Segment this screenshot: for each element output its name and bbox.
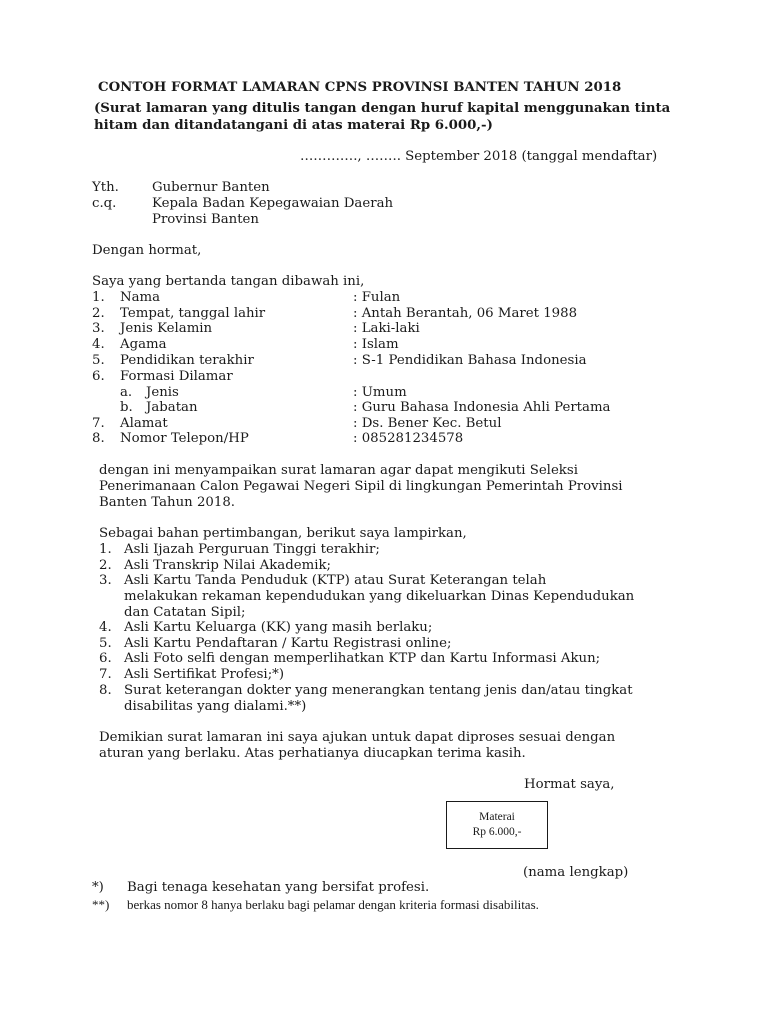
field-value: : Umum (353, 385, 407, 400)
page-title: CONTOH FORMAT LAMARAN CPNS PROVINSI BANTEN TAHUN 2018 (98, 80, 622, 95)
attachment-text: Asli Ijazah Perguruan Tinggi terakhir; (124, 542, 380, 557)
field-label: Pendidikan terakhir (120, 353, 254, 368)
field-number: 1. (92, 290, 105, 305)
field-value: : Fulan (353, 290, 401, 305)
field-number: 5. (92, 353, 105, 368)
subtitle-line-1: (Surat lamaran yang ditulis tangan dengan huruf kapital menggunakan tinta (94, 101, 671, 116)
field-label: Formasi Dilamar (120, 369, 233, 384)
attachment-number: 3. (99, 573, 112, 588)
footnote-mark: **) (92, 897, 110, 912)
field-number: 4. (92, 337, 105, 352)
materai-box (446, 801, 548, 849)
field-number: 2. (92, 306, 105, 321)
closing-line: Demikian surat lamaran ini saya ajukan untuk dapat diproses sesuai dengan (99, 730, 616, 745)
attachment-number: 5. (99, 636, 112, 651)
subtitle-line-2: hitam dan ditandatangani di atas materai Rp 6.000,-) (94, 118, 493, 133)
attachment-text: Asli Transkrip Nilai Akademik; (124, 558, 332, 573)
footnote-mark: *) (92, 880, 104, 895)
attachment-text: melakukan rekaman kependudukan yang dikeluarkan Dinas Kependudukan (124, 589, 635, 604)
attachment-number: 8. (99, 683, 112, 698)
field-value: : S-1 Pendidikan Bahasa Indonesia (353, 353, 587, 368)
field-label: Alamat (120, 416, 168, 431)
field-label: Agama (120, 337, 167, 352)
attachment-text: Asli Kartu Tanda Penduduk (KTP) atau Surat Keterangan telah (124, 573, 547, 588)
field-value: : 085281234578 (353, 431, 464, 446)
intro-line: Saya yang bertanda tangan dibawah ini, (92, 274, 365, 289)
field-value: : Laki-laki (353, 321, 420, 336)
body-line: Banten Tahun 2018. (99, 495, 236, 510)
field-number: 3. (92, 321, 105, 336)
attachment-text: Surat keterangan dokter yang menerangkan tentang jenis dan/atau tingkat (124, 683, 633, 698)
field-label: Jenis (146, 385, 179, 400)
field-number: 6. (92, 369, 105, 384)
attachments-intro: Sebagai bahan pertimbangan, berikut saya lampirkan, (99, 526, 467, 541)
field-number: a. (120, 385, 133, 400)
attachment-number: 6. (99, 651, 112, 666)
footnote-text: Bagi tenaga kesehatan yang bersifat profesi. (127, 880, 430, 895)
footnote-text: berkas nomor 8 hanya berlaku bagi pelamar dengan kriteria formasi disabilitas. (127, 897, 539, 912)
body-line: dengan ini menyampaikan surat lamaran agar dapat mengikuti Seleksi (99, 463, 578, 478)
cq-value-2: Provinsi Banten (152, 212, 259, 227)
attachment-text: Asli Foto selfi dengan memperlihatkan KTP dan Kartu Informasi Akun; (124, 651, 601, 666)
field-label: Jabatan (146, 400, 198, 415)
field-number: b. (120, 400, 133, 415)
field-label: Jenis Kelamin (120, 321, 213, 336)
field-value: : Antah Berantah, 06 Maret 1988 (353, 306, 578, 321)
attachment-number: 4. (99, 620, 112, 635)
attachment-number: 7. (99, 667, 112, 682)
attachment-text: Asli Kartu Keluarga (KK) yang masih berlaku; (124, 620, 433, 635)
yth-label: Yth. (92, 180, 119, 195)
field-number: 8. (92, 431, 105, 446)
date-line: …………., …….. September 2018 (tanggal mendaftar) (300, 149, 658, 164)
field-label: Nama (120, 290, 161, 305)
field-label: Tempat, tanggal lahir (120, 306, 266, 321)
attachment-text: Asli Sertifikat Profesi;*) (124, 667, 285, 682)
yth-value: Gubernur Banten (152, 180, 270, 195)
field-label: Nomor Telepon/HP (120, 431, 249, 446)
attachment-text: Asli Kartu Pendaftaran / Kartu Registrasi online; (124, 636, 452, 651)
field-value: : Guru Bahasa Indonesia Ahli Pertama (353, 400, 611, 415)
closing-line: aturan yang berlaku. Atas perhatianya diucapkan terima kasih. (99, 746, 526, 761)
field-number: 7. (92, 416, 105, 431)
greeting: Dengan hormat, (92, 243, 202, 258)
field-value: : Islam (353, 337, 399, 352)
attachment-text: dan Catatan Sipil; (124, 605, 246, 620)
field-value: : Ds. Bener Kec. Betul (353, 416, 502, 431)
materai-amount: Rp 6.000,- (472, 826, 522, 838)
attachment-text: disabilitas yang dialami.**) (124, 699, 307, 714)
cq-value: Kepala Badan Kepegawaian Daerah (152, 196, 394, 211)
attachment-number: 1. (99, 542, 112, 557)
cq-label: c.q. (92, 196, 117, 211)
attachment-number: 2. (99, 558, 112, 573)
regards: Hormat saya, (524, 777, 615, 792)
body-line: Penerimanaan Calon Pegawai Negeri Sipil di lingkungan Pemerintah Provinsi (99, 479, 623, 494)
full-name-placeholder: (nama lengkap) (523, 865, 629, 880)
materai-label: Materai (479, 811, 515, 823)
